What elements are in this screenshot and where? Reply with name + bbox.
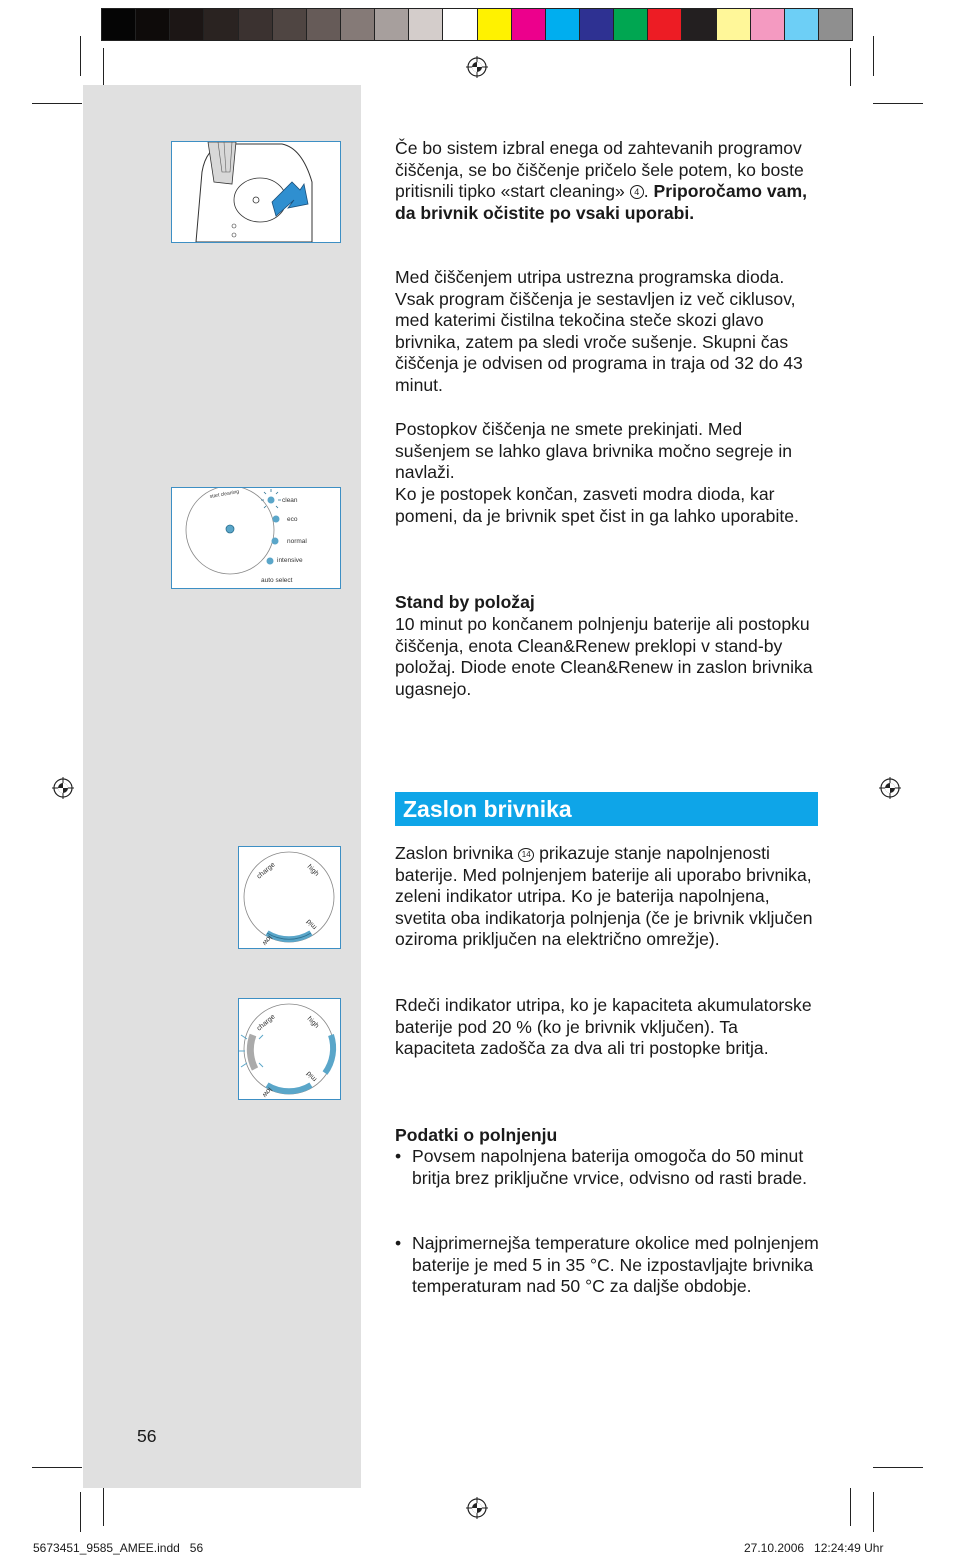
color-swatch [409, 9, 443, 40]
standby-paragraph: 10 minut po končanem polnjenju baterije ali postopku čiščenja, enota Clean&Renew preklopi v stand-by položaj. Diode enote Clean&Renew in zaslon brivnika ugasnejo. [395, 614, 813, 699]
crop-mark [850, 48, 851, 86]
color-swatch [546, 9, 580, 40]
charge-label: charge [255, 1013, 277, 1033]
crop-mark [873, 1467, 923, 1468]
color-swatch [273, 9, 307, 40]
cleaning-station-illustration [171, 141, 341, 243]
color-swatch [512, 9, 546, 40]
color-swatch [307, 9, 341, 40]
color-swatch [204, 9, 238, 40]
crop-mark [850, 1488, 851, 1526]
mid-label: mid [305, 1069, 319, 1083]
crop-mark [873, 36, 874, 76]
clean-label: clean [282, 497, 298, 504]
display-paragraph: Zaslon brivnika 14 prikazuje stanje napolnjenosti baterije. Med polnjenjem baterije ali uporabo brivnika, zeleni indikator utripa. Ko je baterija napolnjena, svetita oba indikatorja polnjenja (če je brivnik vključen oziroma priključen na električno omrežje). [395, 843, 813, 950]
color-swatch [819, 9, 852, 40]
section-header-bar [395, 792, 818, 826]
footer-timestamp: 27.10.2006 12:24:49 Uhr [744, 1541, 884, 1555]
section-title: Zaslon brivnika [403, 796, 572, 822]
color-swatch [375, 9, 409, 40]
low-label: low [260, 933, 273, 947]
crop-mark [32, 103, 82, 104]
color-swatch [717, 9, 751, 40]
charge-label: charge [255, 861, 277, 881]
registration-mark-icon [466, 56, 488, 78]
list-item: • Najprimernejša temperature okolice med polnjenjem baterije je med 5 in 35 °C. Ne izpostavljajte brivnika temperaturam nad 50 °C za daljše obdobje. [395, 1233, 819, 1297]
crop-mark [873, 1492, 874, 1532]
normal-label: normal [287, 538, 307, 545]
color-swatch [443, 9, 477, 40]
color-swatch [170, 9, 204, 40]
high-label: high [305, 1015, 320, 1030]
crop-mark [80, 36, 81, 76]
color-swatch [751, 9, 785, 40]
footer-file-info: 5673451_9585_AMEE.indd 56 [33, 1541, 204, 1555]
shaver-display-diagram [238, 846, 341, 949]
recommendation-text: Priporočamo vam, da brivnik očistite po vsaki uporabi. [395, 181, 807, 223]
crop-mark [80, 1492, 81, 1532]
cleaning-start-paragraph: Če bo sistem izbral enega od zahtevanih programov čiščenja, se bo čiščenje pričelo šele potem, ko boste pritisnili tipko «start cleaning» 4 . Priporočamo vam, da brivnik očistite po vsaki uporabi. [395, 138, 807, 223]
color-swatch [682, 9, 716, 40]
crop-mark [103, 48, 104, 86]
no-interrupt-paragraph: Postopkov čiščenja ne smete prekinjati. Med sušenjem se lahko glava brivnika močno segreje in navlaži. [395, 419, 793, 483]
start-cleaning-label: start cleaning [209, 488, 240, 500]
cleaning-cycle-paragraph: Med čiščenjem utripa ustrezna programska dioda. Vsak program čiščenja je sestavljen iz več ciklusov, med katerimi čistilna tekočina steče skozi glavo brivnika, zatem pa sledi vroče sušenje. Skupni čas čiščenja je odvisen od programa in traja od 32 do 43 minut. [395, 267, 803, 395]
registration-mark-icon [466, 1497, 488, 1519]
color-swatch [239, 9, 273, 40]
reference-number: 14 [518, 848, 534, 862]
low-battery-paragraph: Rdeči indikator utripa, ko je kapaciteta akumulatorske baterije pod 20 % (ko je brivnik vključen). Ta kapaciteta zadošča za dva ali tri postopke britja. [395, 995, 812, 1059]
color-swatch [478, 9, 512, 40]
shaver-display-low-battery-diagram [238, 998, 341, 1100]
color-swatch [136, 9, 170, 40]
eco-label: eco [287, 516, 298, 523]
color-swatch [785, 9, 819, 40]
registration-mark-icon [52, 777, 74, 799]
standby-heading: Stand by položaj [395, 592, 535, 612]
color-swatch [341, 9, 375, 40]
charging-heading: Podatki o polnjenju [395, 1125, 558, 1145]
mid-label: mid [305, 917, 319, 931]
color-swatch [648, 9, 682, 40]
crop-mark [103, 1488, 104, 1526]
crop-mark [873, 103, 923, 104]
registration-mark-icon [879, 777, 901, 799]
list-item: • Povsem napolnjena baterija omogoča do 50 minut britja brez priključne vrvice, odvisno od rasti brade. [395, 1146, 808, 1188]
high-label: high [305, 863, 320, 878]
intensive-label: intensive [277, 557, 303, 564]
low-label: low [260, 1085, 273, 1099]
color-swatch [580, 9, 614, 40]
color-calibration-bar [101, 8, 853, 41]
reference-number: 4 [630, 185, 644, 199]
color-swatch [102, 9, 136, 40]
color-swatch [614, 9, 648, 40]
page-number: 56 [137, 1426, 157, 1446]
cleaning-program-diagram [171, 487, 341, 589]
bullet-icon: • [395, 1146, 402, 1166]
crop-mark [32, 1467, 82, 1468]
side-panel [83, 85, 361, 1488]
cleaning-done-paragraph: Ko je postopek končan, zasveti modra dioda, kar pomeni, da je brivnik spet čist in ga lahko uporabite. [395, 484, 799, 526]
bullet-icon: • [395, 1233, 402, 1253]
auto-select-label: auto select [261, 577, 293, 584]
